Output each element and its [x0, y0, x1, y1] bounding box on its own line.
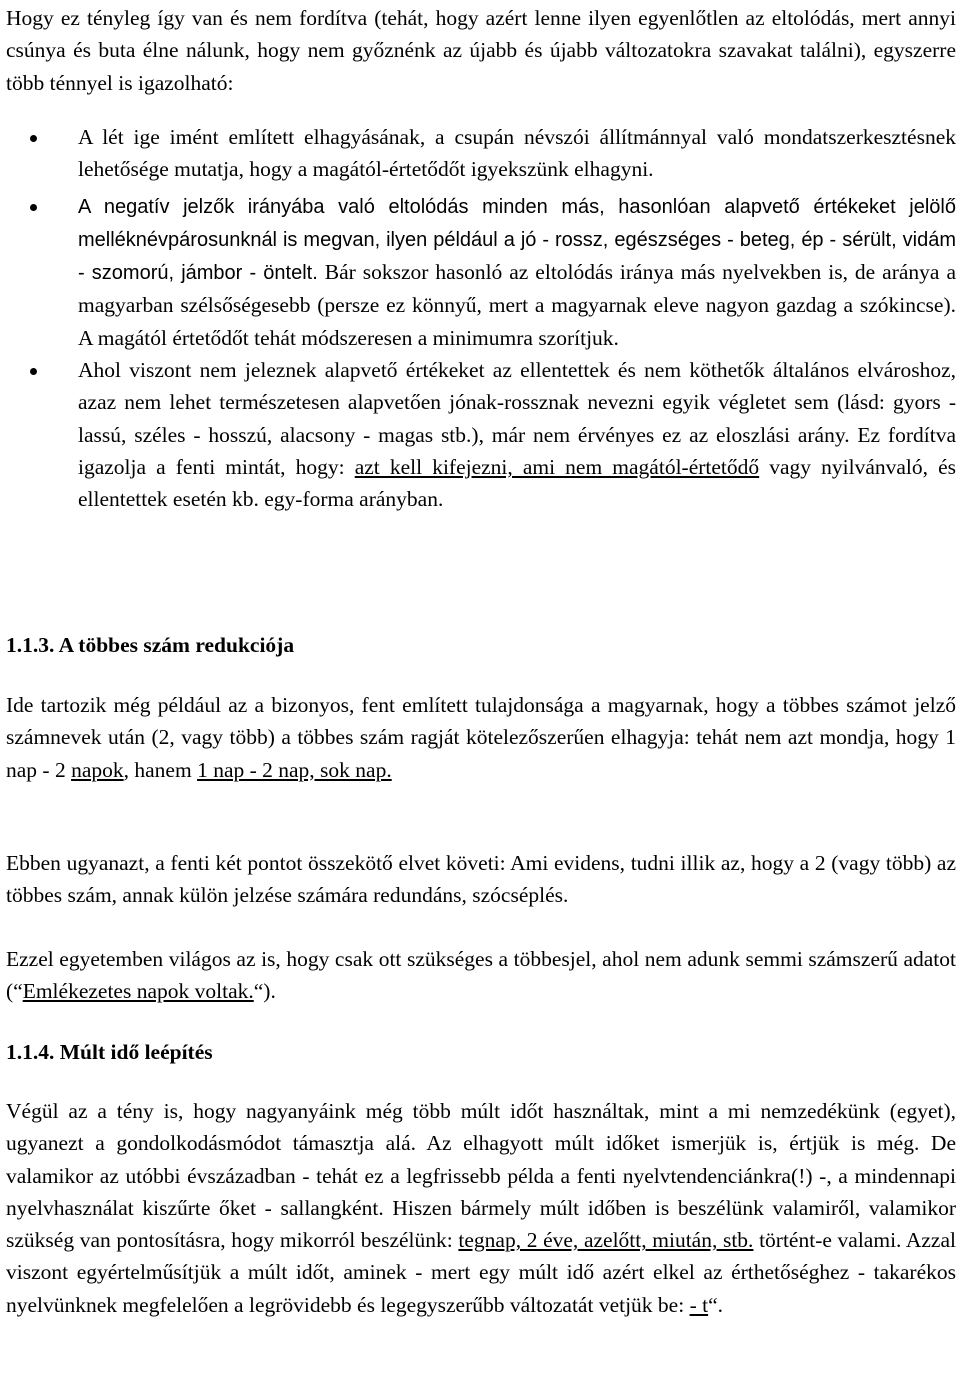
paragraph-text: Végül az a tény is, hogy nagyanyáink még több múlt időt használtak, mint a mi nemzedékünk (egyet), ugyanezt a gondolkodásmódot támasztja alá. Az elhagyott múlt időket ismerjük is, értjük is még. De valamikor az utóbbi évszázadban - tehát ez a legfrissebb példa a fenti nyelvtendenciánkra(!) -, a mindennapi nyelvhasználat kiszűrte őket - sallangként. Hiszen bármely múlt időben is beszélünk valamiről, valamikor szükség van pontosításra, hogy mikorról beszélünk: [6, 1099, 956, 1253]
section-113-paragraph-2: Ebben ugyanazt, a fenti két pontot összekötő elvet követi: Ami evidens, tudni illik az, hogy a 2 (vagy több) az többes szám, annak külön jelzése számára redundáns, szócséplés. [6, 851, 956, 908]
paragraph-text: történt-e valami. Azzal viszont egyértelműsítjük a múlt időt, aminek - mert egy múlt idő azért elkel az érthetőséghez - takarékos nyelvünknek megfelelően a legrövidebb és legegyszerűbb változatát vetjük be: [6, 1228, 956, 1317]
list-item [6, 354, 956, 515]
underlined-phrase: 1 nap - 2 nap, sok nap. [197, 757, 392, 782]
bullet-2-serif-text: Bár sokszor hasonló az eltolódás iránya más nyelvekben is, de aránya a magyarban szélsőségesebb (persze ez könnyű, mert a magyarnak eleve nagyon gazdag a szókincse). A magától értetődőt tehát módszeresen a minimumra szorítjuk. [78, 260, 956, 350]
paragraph-text: Ezzel egyetemben világos az is, hogy csak ott szükséges a többesjel, ahol nem adunk semmi számszerű adatot (“ [6, 947, 956, 1004]
bullet-text-2 [78, 190, 956, 354]
section-114-paragraph-1 [6, 1095, 956, 1321]
underlined-phrase: tegnap, 2 éve, azelőtt, miután, stb. [458, 1228, 754, 1253]
bullet-text-3 [78, 354, 956, 515]
bullet-2-sans-text: A negatív jelzők irányába való eltolódás minden más, hasonlóan alapvető értékeket jelölő melléknévpárosunknál is megvan, ilyen például a jó - rossz, egészséges - beteg, ép - sérült, vidám - szomorú, jámbor - öntelt. [78, 195, 956, 285]
paragraph-text: “). [253, 979, 276, 1004]
paragraph-text: Ide tartozik még például az a bizonyos, fent említett tulajdonsága a magyarnak, hogy a többes számot jelző számnevek után (2, vagy több) a többes szám ragját kötelezőszerűen elhagyja: tehát nem azt mondja, hogy 1 nap - 2 [6, 693, 956, 782]
bullet-text-1: A lét ige imént említett elhagyásának, a csupán névszói állítmánnyal való mondatszerkesztésnek lehetősége mutatja, hogy a magától-értetődőt igyekszünk elhagyni. [78, 125, 956, 182]
section-113-paragraph-1 [6, 689, 956, 786]
bullet-icon [30, 135, 37, 142]
underlined-word: napok [71, 757, 124, 782]
bullet-3-text: Ahol viszont nem jeleznek alapvető értékeket az ellentettek és nem köthetők általános elvároshoz, azaz nem lehet természetesen alapvetően jónak-rossznak nevezni egyik végletet sem (lásd: gyors - lassú, széles - hosszú, alacsony - magas stb.), már nem érvényes ez az eloszlási arány. Ez fordítva igazolja a fenti mintát, hogy: [78, 358, 956, 479]
bullet-icon [30, 204, 37, 211]
underlined-phrase: azt kell kifejezni, ami nem magától-értetődő [354, 454, 760, 479]
underlined-phrase: - t [689, 1292, 709, 1317]
list-item [6, 190, 956, 354]
bullet-icon [30, 368, 37, 375]
paragraph-text: “. [708, 1292, 724, 1317]
bullet-list [6, 121, 956, 516]
section-heading-114: 1.1.4. Múlt idő leépítés [6, 1040, 213, 1064]
underlined-phrase: Emlékezetes napok voltak. [22, 979, 254, 1004]
paragraph-text: , hanem [123, 757, 198, 782]
intro-paragraph: Hogy ez tényleg így van és nem fordítva (tehát, hogy azért lenne ilyen egyenlőtlen az eltolódás, mert annyi csúnya és buta élne nálunk, hogy nem győznénk az újabb és újabb változatokra szavakat találni), egyszerre több ténnyel is igazolható: [6, 6, 956, 95]
section-heading-113: 1.1.3. A többes szám redukciója [6, 633, 295, 657]
section-113-paragraph-3 [6, 943, 956, 1008]
bullet-3-text-end: vagy nyilvánvaló, és ellentettek esetén kb. egy-forma arányban. [78, 454, 956, 512]
list-item [6, 121, 956, 186]
